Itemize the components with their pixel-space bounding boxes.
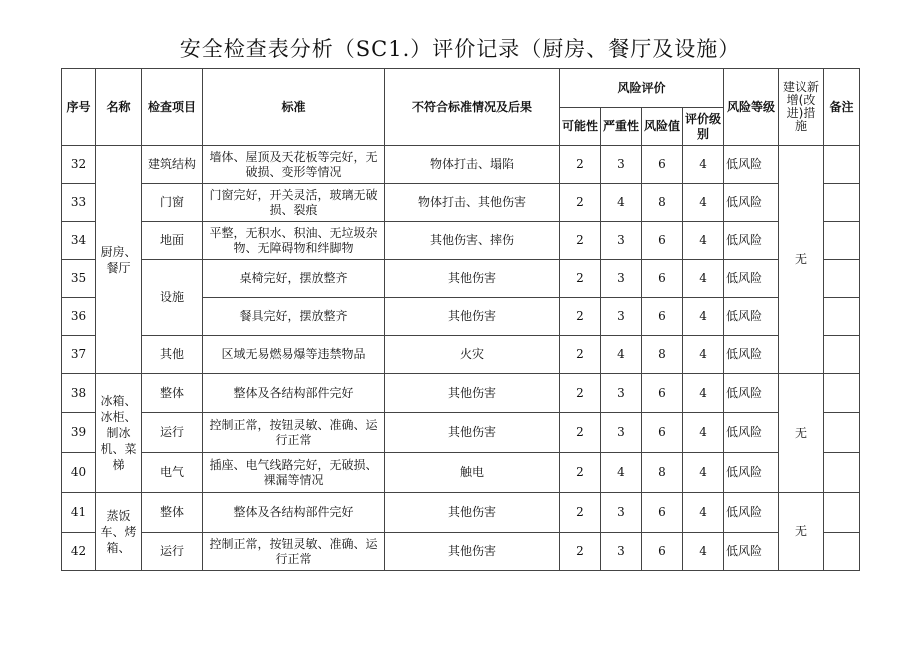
- cell-eval-level: 4: [683, 374, 724, 413]
- cell-item: 其他: [142, 336, 203, 374]
- header-standard: 标准: [203, 69, 385, 146]
- header-risk-eval: 风险评价: [560, 69, 724, 108]
- cell-seq: 40: [62, 453, 96, 493]
- cell-eval-level: 4: [683, 298, 724, 336]
- cell-eval-level: 4: [683, 413, 724, 453]
- cell-remark: [824, 184, 860, 222]
- cell-item: 电气: [142, 453, 203, 493]
- header-severity: 严重性: [601, 108, 642, 146]
- cell-likelihood: 2: [560, 453, 601, 493]
- cell-risk-value: 8: [642, 453, 683, 493]
- cell-seq: 42: [62, 533, 96, 571]
- cell-severity: 4: [601, 453, 642, 493]
- cell-risk-level: 低风险: [724, 222, 779, 260]
- cell-item: 门窗: [142, 184, 203, 222]
- cell-risk-level: 低风险: [724, 146, 779, 184]
- cell-remark: [824, 298, 860, 336]
- cell-risk-value: 6: [642, 413, 683, 453]
- cell-item: 地面: [142, 222, 203, 260]
- cell-risk-level: 低风险: [724, 533, 779, 571]
- cell-seq: 35: [62, 260, 96, 298]
- cell-item: 运行: [142, 533, 203, 571]
- cell-risk-level: 低风险: [724, 413, 779, 453]
- cell-severity: 3: [601, 493, 642, 533]
- cell-risk-value: 6: [642, 533, 683, 571]
- cell-standard: 控制正常，按钮灵敏、准确、运行正常: [203, 533, 385, 571]
- header-risk-value: 风险值: [642, 108, 683, 146]
- cell-eval-level: 4: [683, 453, 724, 493]
- cell-risk-value: 6: [642, 260, 683, 298]
- cell-remark: [824, 260, 860, 298]
- cell-risk-level: 低风险: [724, 184, 779, 222]
- group-name: 蒸饭车、烤箱、: [96, 493, 142, 571]
- cell-standard: 门窗完好，开关灵活，玻璃无破损、裂痕: [203, 184, 385, 222]
- cell-severity: 3: [601, 260, 642, 298]
- cell-remark: [824, 533, 860, 571]
- cell-seq: 33: [62, 184, 96, 222]
- cell-remark: [824, 493, 860, 533]
- cell-result: 其他伤害: [385, 533, 560, 571]
- cell-standard: 整体及各结构部件完好: [203, 374, 385, 413]
- header-name: 名称: [96, 69, 142, 146]
- cell-eval-level: 4: [683, 336, 724, 374]
- cell-severity: 3: [601, 374, 642, 413]
- cell-risk-value: 6: [642, 493, 683, 533]
- cell-remark: [824, 222, 860, 260]
- cell-severity: 3: [601, 222, 642, 260]
- cell-risk-level: 低风险: [724, 260, 779, 298]
- cell-item: 建筑结构: [142, 146, 203, 184]
- cell-risk-value: 6: [642, 298, 683, 336]
- cell-standard: 平整，无积水、积油、无垃圾杂物、无障碍物和绊脚物: [203, 222, 385, 260]
- group-name: 冰箱、冰柜、制冰机、菜梯: [96, 374, 142, 493]
- cell-remark: [824, 413, 860, 453]
- cell-seq: 41: [62, 493, 96, 533]
- cell-result: 其他伤害: [385, 374, 560, 413]
- cell-remark: [824, 374, 860, 413]
- cell-remark: [824, 146, 860, 184]
- cell-item: 整体: [142, 493, 203, 533]
- cell-result: 其他伤害、摔伤: [385, 222, 560, 260]
- table-row: [62, 533, 860, 571]
- cell-seq: 34: [62, 222, 96, 260]
- cell-risk-value: 8: [642, 336, 683, 374]
- cell-seq: 38: [62, 374, 96, 413]
- cell-risk-value: 8: [642, 184, 683, 222]
- cell-risk-level: 低风险: [724, 493, 779, 533]
- header-remark: 备注: [824, 69, 860, 146]
- cell-result: 其他伤害: [385, 493, 560, 533]
- cell-severity: 3: [601, 298, 642, 336]
- checklist-table: [61, 68, 860, 571]
- cell-eval-level: 4: [683, 533, 724, 571]
- cell-likelihood: 2: [560, 533, 601, 571]
- cell-likelihood: 2: [560, 260, 601, 298]
- table-row: [62, 146, 860, 184]
- cell-likelihood: 2: [560, 184, 601, 222]
- cell-standard: 墙体、屋顶及天花板等完好，无破损、变形等情况: [203, 146, 385, 184]
- header-advice: 建议新增(改进)措施: [779, 69, 824, 146]
- cell-risk-level: 低风险: [724, 453, 779, 493]
- table-row: [62, 493, 860, 533]
- cell-risk-level: 低风险: [724, 298, 779, 336]
- cell-risk-value: 6: [642, 374, 683, 413]
- cell-item: 整体: [142, 374, 203, 413]
- header-seq: 序号: [62, 69, 96, 146]
- cell-eval-level: 4: [683, 260, 724, 298]
- cell-severity: 3: [601, 146, 642, 184]
- cell-standard: 桌椅完好，摆放整齐: [203, 260, 385, 298]
- cell-standard: 区域无易燃易爆等违禁物品: [203, 336, 385, 374]
- group-advice: 无: [779, 146, 824, 374]
- cell-seq: 36: [62, 298, 96, 336]
- cell-result: 物体打击、其他伤害: [385, 184, 560, 222]
- group-name: 厨房、餐厅: [96, 146, 142, 374]
- cell-severity: 4: [601, 184, 642, 222]
- cell-eval-level: 4: [683, 146, 724, 184]
- cell-eval-level: 4: [683, 184, 724, 222]
- header-nonconform: 不符合标准情况及后果: [385, 69, 560, 146]
- cell-standard: 插座、电气线路完好，无破损、裸漏等情况: [203, 453, 385, 493]
- cell-eval-level: 4: [683, 493, 724, 533]
- table-row: [62, 374, 860, 413]
- cell-result: 火灾: [385, 336, 560, 374]
- cell-likelihood: 2: [560, 222, 601, 260]
- cell-standard: 餐具完好，摆放整齐: [203, 298, 385, 336]
- cell-result: 物体打击、塌陷: [385, 146, 560, 184]
- cell-likelihood: 2: [560, 413, 601, 453]
- cell-result: 其他伤害: [385, 413, 560, 453]
- header-item: 检查项目: [142, 69, 203, 146]
- cell-result: 其他伤害: [385, 260, 560, 298]
- header-eval-level: 评价级别: [683, 108, 724, 146]
- cell-likelihood: 2: [560, 146, 601, 184]
- cell-seq: 37: [62, 336, 96, 374]
- cell-risk-level: 低风险: [724, 374, 779, 413]
- cell-likelihood: 2: [560, 298, 601, 336]
- cell-result: 其他伤害: [385, 298, 560, 336]
- table-row: [62, 413, 860, 453]
- page-title: 安全检查表分析（SC1.）评价记录（厨房、餐厅及设施）: [179, 37, 741, 61]
- cell-standard: 整体及各结构部件完好: [203, 493, 385, 533]
- table-row: [62, 453, 860, 493]
- cell-eval-level: 4: [683, 222, 724, 260]
- cell-severity: 3: [601, 533, 642, 571]
- group-advice: 无: [779, 374, 824, 493]
- cell-likelihood: 2: [560, 336, 601, 374]
- cell-item: 运行: [142, 413, 203, 453]
- cell-risk-level: 低风险: [724, 336, 779, 374]
- cell-item: 设施: [142, 260, 203, 336]
- header-row: [62, 69, 860, 108]
- cell-likelihood: 2: [560, 493, 601, 533]
- table-row: [62, 184, 860, 222]
- header-likelihood: 可能性: [560, 108, 601, 146]
- cell-likelihood: 2: [560, 374, 601, 413]
- cell-seq: 32: [62, 146, 96, 184]
- cell-severity: 3: [601, 413, 642, 453]
- cell-remark: [824, 336, 860, 374]
- cell-result: 触电: [385, 453, 560, 493]
- table-row: [62, 336, 860, 374]
- cell-severity: 4: [601, 336, 642, 374]
- header-risk-level: 风险等级: [724, 69, 779, 146]
- table-row: [62, 260, 860, 298]
- cell-risk-value: 6: [642, 146, 683, 184]
- cell-risk-value: 6: [642, 222, 683, 260]
- cell-seq: 39: [62, 413, 96, 453]
- cell-standard: 控制正常，按钮灵敏、准确、运行正常: [203, 413, 385, 453]
- group-advice: 无: [779, 493, 824, 571]
- table-row: [62, 222, 860, 260]
- cell-remark: [824, 453, 860, 493]
